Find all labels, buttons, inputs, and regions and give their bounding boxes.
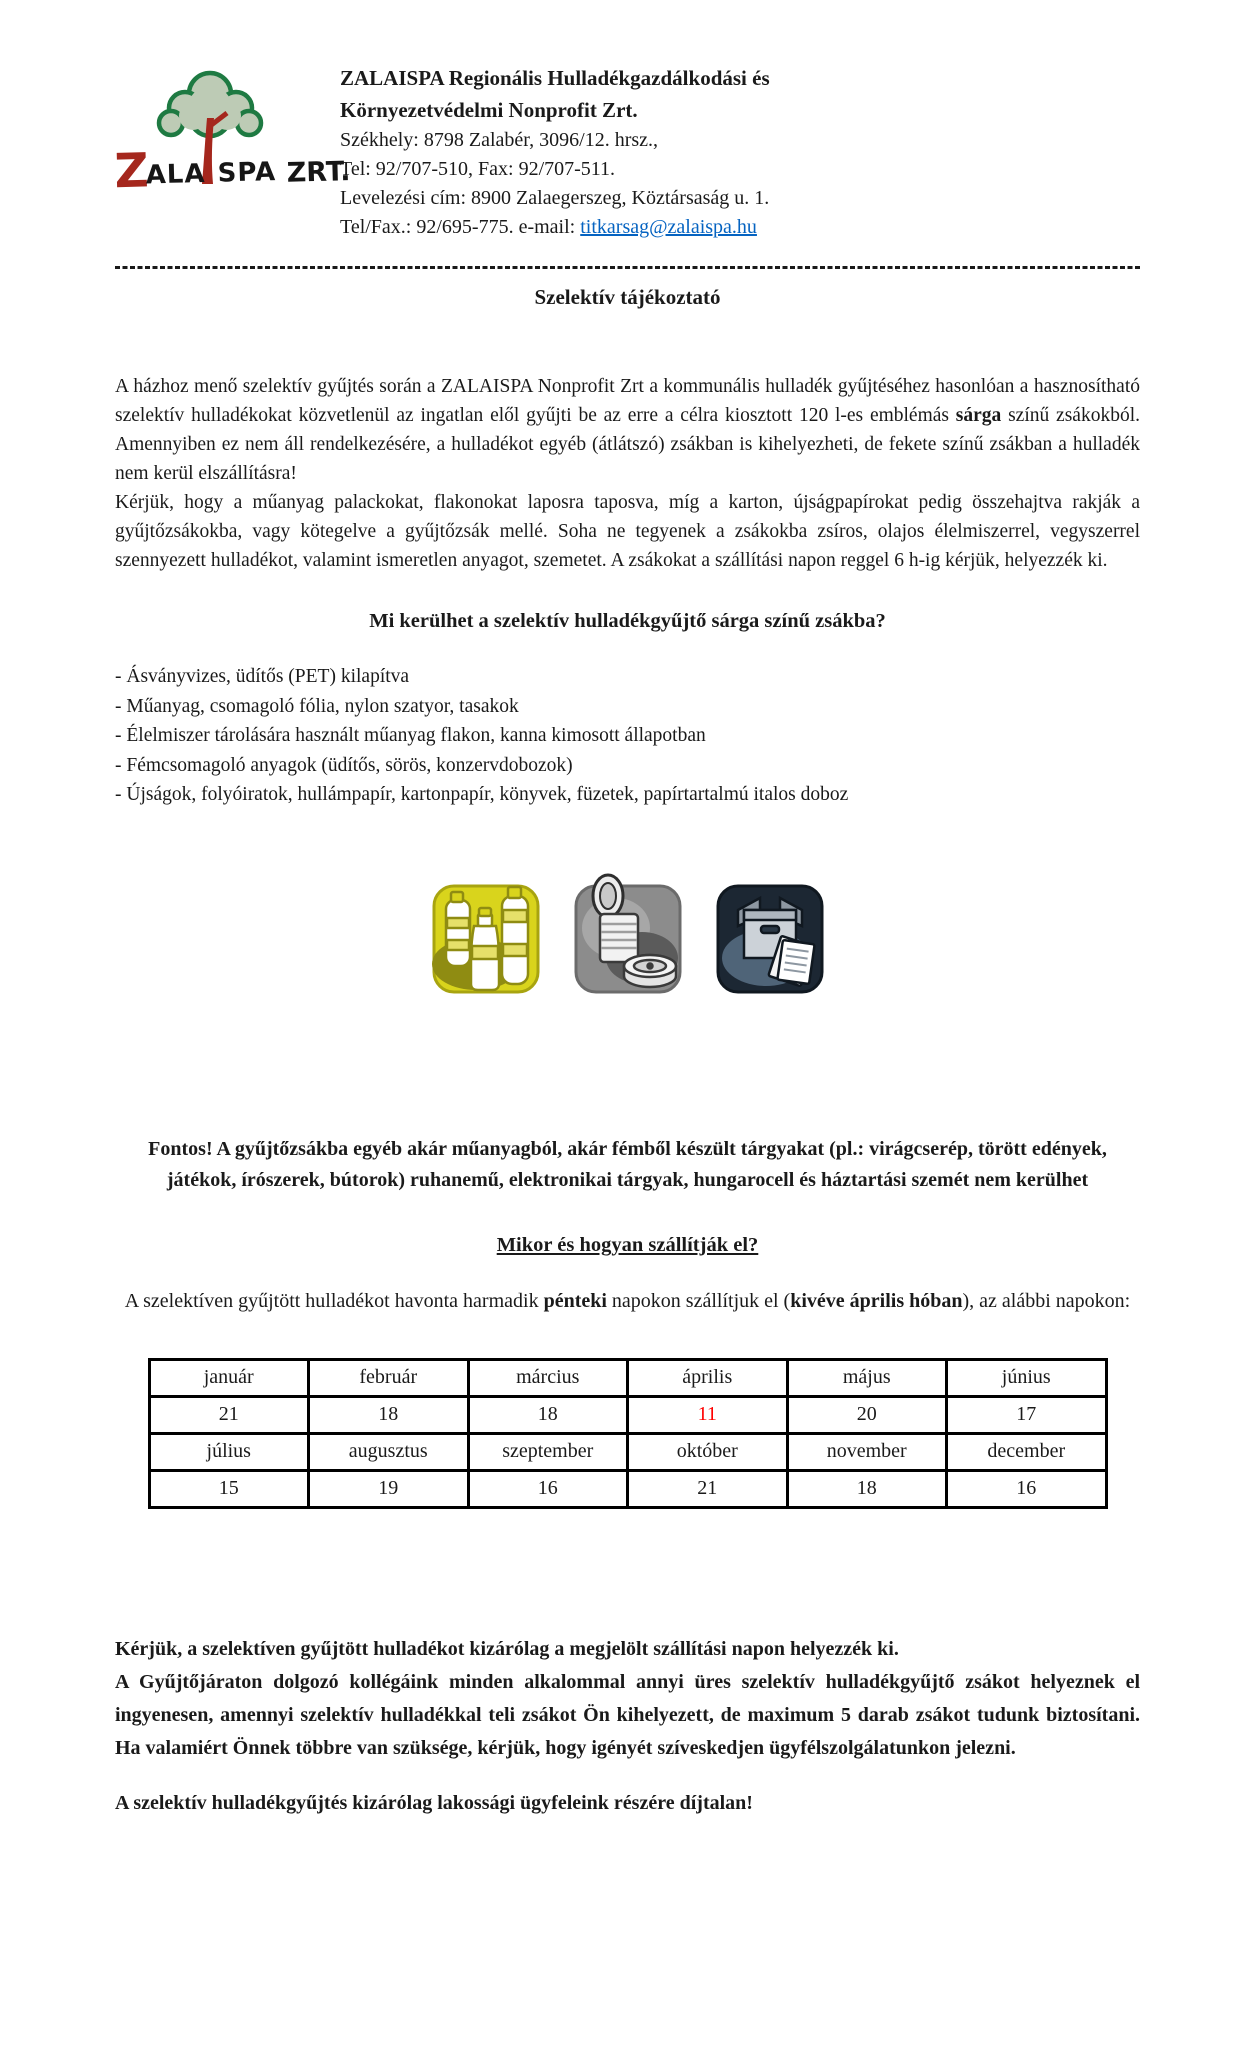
date-cell: 18 (468, 1396, 628, 1433)
letterhead (115, 50, 1140, 242)
p1-text-b: színű zsákokból. Amennyiben ez nem áll rendelkezésére, a hulladékot egyéb (átlátszó) zsákban is kihelyezheti, de fekete színű zsákban a hulladék nem kerül elszállításra! (115, 405, 1140, 484)
logo-letters-spa: SPA (217, 157, 277, 189)
metal-waste-icon (572, 866, 684, 1000)
what-goes-in-heading: Mi kerülhet a szelektív hulladékgyűjtő sárga színű zsákba? (369, 610, 886, 632)
logo-suffix-zrt: ZRT. (286, 156, 351, 189)
closing-paragraph-2: A Gyűjtőjáraton dolgozó kollégáink minden alkalommal annyi üres szelektív hulladékgyűjtő zsákot helyeznek el ingyenesen, amennyi szelektív hulladékkal teli zsákot Ön kihelyezett, de maximum 5 darab zsákot tudunk biztosítani. Ha valamiért Önnek többre van szüksége, kérjük, hogy igényét szíveskedjen ügyfélszolgálatunkon jelezni. (115, 1670, 1140, 1759)
company-name-line1: ZALAISPA Regionális Hulladékgazdálkodási és (340, 66, 770, 90)
month-cell: december (947, 1433, 1107, 1470)
email-link[interactable]: titkarsag@zalaispa.hu (580, 216, 757, 238)
intro-paragraph-2: Kérjük, hogy a műanyag palackokat, flakonokat laposra taposva, míg a karton, újságpapírokat pedig összehajtva rakják a gyűjtőzsákokba, vagy kötegelve a gyűjtőzsák mellé. Soha ne tegyenek a zsákokba zsíros, olajos élelmiszerrel, vegyszerrel szennyezett hulladékot, valamint ismeretlen anyagot, szemetet. A zsákokat a szállítási napon reggel 6 h-ig kérjük, helyezzék ki. (115, 492, 1140, 571)
date-cell: 18 (787, 1470, 947, 1507)
date-cell: 16 (468, 1470, 628, 1507)
intro-paragraph-1 (115, 372, 1140, 488)
company-name-line2: Környezetvédelmi Nonprofit Zrt. (340, 98, 638, 122)
zalaispa-logo (113, 66, 351, 200)
list-item: - Ásványvizes, üdítős (PET) kilapítva (115, 666, 410, 687)
paper-waste-icon (714, 866, 826, 1000)
dashed-separator (115, 266, 1140, 269)
month-cell: március (468, 1359, 628, 1396)
month-cell: november (787, 1433, 947, 1470)
allowed-items-list (115, 662, 1140, 810)
month-cell: június (947, 1359, 1107, 1396)
schedule-bold-penteki: pénteki (543, 1289, 607, 1312)
date-cell: 21 (149, 1396, 309, 1433)
month-cell: április (628, 1359, 788, 1396)
list-item: - Műanyag, csomagoló fólia, nylon szatyor, tasakok (115, 695, 519, 717)
company-address: Székhely: 8798 Zalabér, 3096/12. hrsz., (340, 129, 659, 151)
month-cell: február (309, 1359, 469, 1396)
date-cell: 21 (628, 1470, 788, 1507)
date-cell: 17 (947, 1396, 1107, 1433)
schedule-bold-kiveve: kivéve április hóban (790, 1289, 963, 1312)
list-item: - Élelmiszer tárolására használt műanyag flakon, kanna kimosott állapotban (115, 725, 706, 746)
date-cell: 19 (309, 1470, 469, 1507)
month-cell: október (628, 1433, 788, 1470)
month-cell: augusztus (309, 1433, 469, 1470)
month-cell: január (149, 1359, 309, 1396)
zalaispa-logo-icon (113, 66, 351, 200)
month-cell: július (149, 1433, 309, 1470)
table-row-dates-1 (149, 1396, 1106, 1433)
highlighted-date-cell: 11 (628, 1396, 788, 1433)
date-cell: 20 (787, 1396, 947, 1433)
schedule-intro (115, 1286, 1140, 1316)
when-heading (115, 1230, 1140, 1260)
table-row-months-1 (149, 1359, 1106, 1396)
p1-bold-sarga: sárga (955, 405, 1002, 426)
company-mailing-address: Levelezési cím: 8900 Zalaegerszeg, Köztársaság u. 1. (340, 187, 770, 209)
month-cell: május (787, 1359, 947, 1396)
collection-schedule-table (148, 1358, 1108, 1509)
date-cell: 15 (149, 1470, 309, 1507)
page-title: Szelektív tájékoztató (534, 285, 721, 309)
schedule-intro-b: napokon szállítjuk el ( (606, 1289, 791, 1312)
list-item: - Újságok, folyóiratok, hullámpapír, kartonpapír, könyvek, füzetek, papírtartalmú italos doboz (115, 784, 849, 805)
closing-paragraph-3: A szelektív hulladékgyűjtés kizárólag lakossági ügyfeleink részére díjtalan! (115, 1791, 753, 1814)
month-cell: szeptember (468, 1433, 628, 1470)
closing-paragraph-1: Kérjük, a szelektíven gyűjtött hulladékot kizárólag a megjelölt szállítási napon helyezzék ki. (115, 1637, 899, 1660)
recycling-icons (115, 866, 1140, 1000)
p1-text-a: A házhoz menő szelektív gyűjtés során a ZALAISPA Nonprofit Zrt a kommunális hulladék gyűjtéséhez hasonlóan a hasznosítható szelektív hulladékokat közvetlenül az ingatlan elől gyűjti be az erre a célra kiosztott 120 l-es emblémás (115, 376, 1140, 426)
schedule-intro-c: ), az alábbi napokon: (962, 1289, 1131, 1312)
date-cell: 16 (947, 1470, 1107, 1507)
company-telfax-email (340, 213, 770, 242)
list-item: - Fémcsomagoló anyagok (üdítős, sörös, konzervdobozok) (115, 754, 573, 776)
when-heading-text: Mikor és hogyan szállítják el? (496, 1233, 759, 1256)
company-details (340, 50, 770, 242)
telfax-text: Tel/Fax.: 92/695-775. e-mail: (340, 216, 581, 238)
table-row-dates-2 (149, 1470, 1106, 1507)
logo-letters-ala: ALA (145, 158, 206, 191)
schedule-intro-a: A szelektíven gyűjtött hulladékot havonta harmadik (124, 1289, 544, 1312)
table-row-months-2 (149, 1433, 1106, 1470)
plastic-waste-icon (430, 866, 542, 1000)
logo-letter-z: Z (113, 143, 150, 200)
date-cell: 18 (309, 1396, 469, 1433)
important-notice: Fontos! A gyűjtőzsákba egyéb akár műanyagból, akár fémből készült tárgyakat (pl.: virágcserép, törött edények, játékok, írószerek, bútorok) ruhanemű, elektronikai tárgyak, hungarocell és háztartási szemét nem kerülhet (148, 1137, 1107, 1191)
company-phone: Tel: 92/707-510, Fax: 92/707-511. (340, 158, 616, 180)
